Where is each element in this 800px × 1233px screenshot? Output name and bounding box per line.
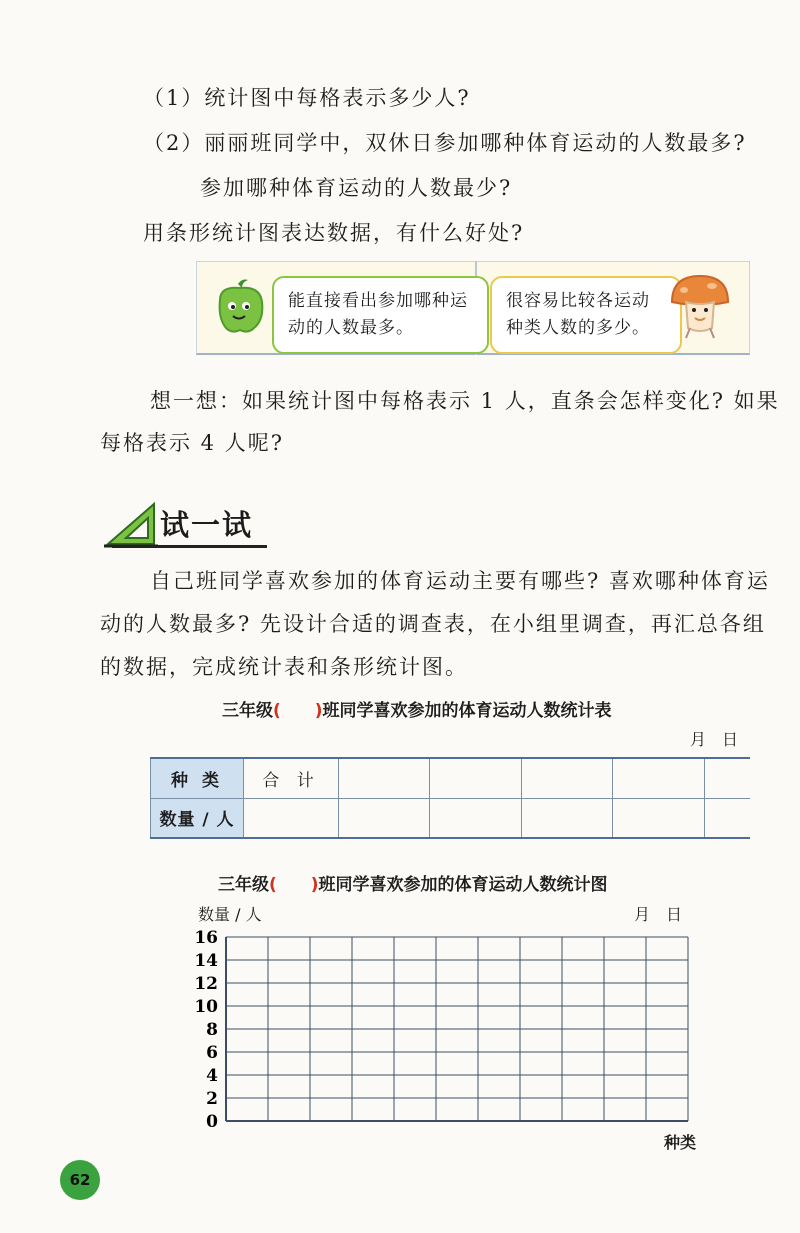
stat-table xyxy=(150,757,750,839)
y-tick-label: 14 xyxy=(194,951,218,971)
mushroom-icon xyxy=(668,272,732,346)
question-1: （1）统计图中每格表示多少人? xyxy=(143,86,471,110)
row-header-category: 种 类 xyxy=(151,758,244,798)
blank-cell[interactable] xyxy=(613,798,704,838)
speech-bubble-right: 很容易比较各运动种类人数的多少。 xyxy=(490,276,682,354)
page-number-badge: 62 xyxy=(60,1160,100,1200)
table-caption-post: 班同学喜欢参加的体育运动人数统计表 xyxy=(322,701,612,721)
blank-cell[interactable] xyxy=(339,758,430,798)
section-para-line-1: 自己班同学喜欢参加的体育运动主要有哪些? 喜欢哪种体育运 xyxy=(150,569,770,593)
chart-caption-post: 班同学喜欢参加的体育运动人数统计图 xyxy=(318,875,608,895)
chart-caption-pre: 三年级 xyxy=(218,875,269,895)
table-date: 月 日 xyxy=(690,730,739,749)
think-line-2: 每格表示 4 人呢? xyxy=(100,431,284,455)
blank-cell[interactable] xyxy=(704,758,750,798)
section-para-line-3: 的数据，完成统计表和条形统计图。 xyxy=(100,655,468,679)
question-2-line-1: （2）丽丽班同学中，双休日参加哪种体育运动的人数最多? xyxy=(143,131,747,155)
y-tick-label: 4 xyxy=(206,1066,218,1086)
y-tick-label: 8 xyxy=(206,1020,218,1040)
section-title: 试一试 xyxy=(160,508,254,542)
speech-bubble-left: 能直接看出参加哪种运动的人数最多。 xyxy=(272,276,489,354)
y-tick-label: 10 xyxy=(194,997,218,1017)
row-header-count: 数量 / 人 xyxy=(151,798,244,838)
blank-cell[interactable] xyxy=(704,798,750,838)
blank-cell[interactable] xyxy=(430,798,521,838)
chart-caption xyxy=(218,870,608,895)
chart-xlabel: 种类 xyxy=(664,1133,697,1152)
chart-caption-paren: ( ) xyxy=(269,875,319,895)
y-tick-label: 2 xyxy=(206,1089,218,1109)
table-row xyxy=(151,758,751,798)
prompt-text: 用条形统计图表达数据，有什么好处? xyxy=(143,221,525,245)
table-caption xyxy=(222,696,612,721)
y-tick-label: 6 xyxy=(206,1043,218,1063)
blank-cell[interactable] xyxy=(244,798,339,838)
blank-cell[interactable] xyxy=(339,798,430,838)
section-underline xyxy=(112,545,267,548)
y-tick-label: 0 xyxy=(206,1112,218,1130)
think-line-1: 想一想：如果统计图中每格表示 1 人，直条会怎样变化? 如果 xyxy=(150,389,780,413)
blank-cell[interactable] xyxy=(613,758,704,798)
question-2-line-2: 参加哪种体育运动的人数最少? xyxy=(200,176,513,200)
chart-ylabel: 数量 / 人 xyxy=(198,905,262,924)
bar-chart-grid xyxy=(190,925,700,1130)
table-row xyxy=(151,798,751,838)
green-pepper-icon xyxy=(212,278,268,342)
blank-cell[interactable] xyxy=(430,758,521,798)
blank-cell[interactable] xyxy=(521,798,612,838)
blank-cell[interactable] xyxy=(521,758,612,798)
chart-date: 月 日 xyxy=(634,905,683,924)
y-tick-label: 12 xyxy=(194,974,218,994)
total-cell: 合 计 xyxy=(244,758,339,798)
table-caption-pre: 三年级 xyxy=(222,701,273,721)
y-tick-label: 16 xyxy=(194,928,218,948)
table-caption-paren: ( ) xyxy=(273,701,323,721)
section-para-line-2: 动的人数最多? 先设计合适的调查表，在小组里调查，再汇总各组 xyxy=(100,612,766,636)
